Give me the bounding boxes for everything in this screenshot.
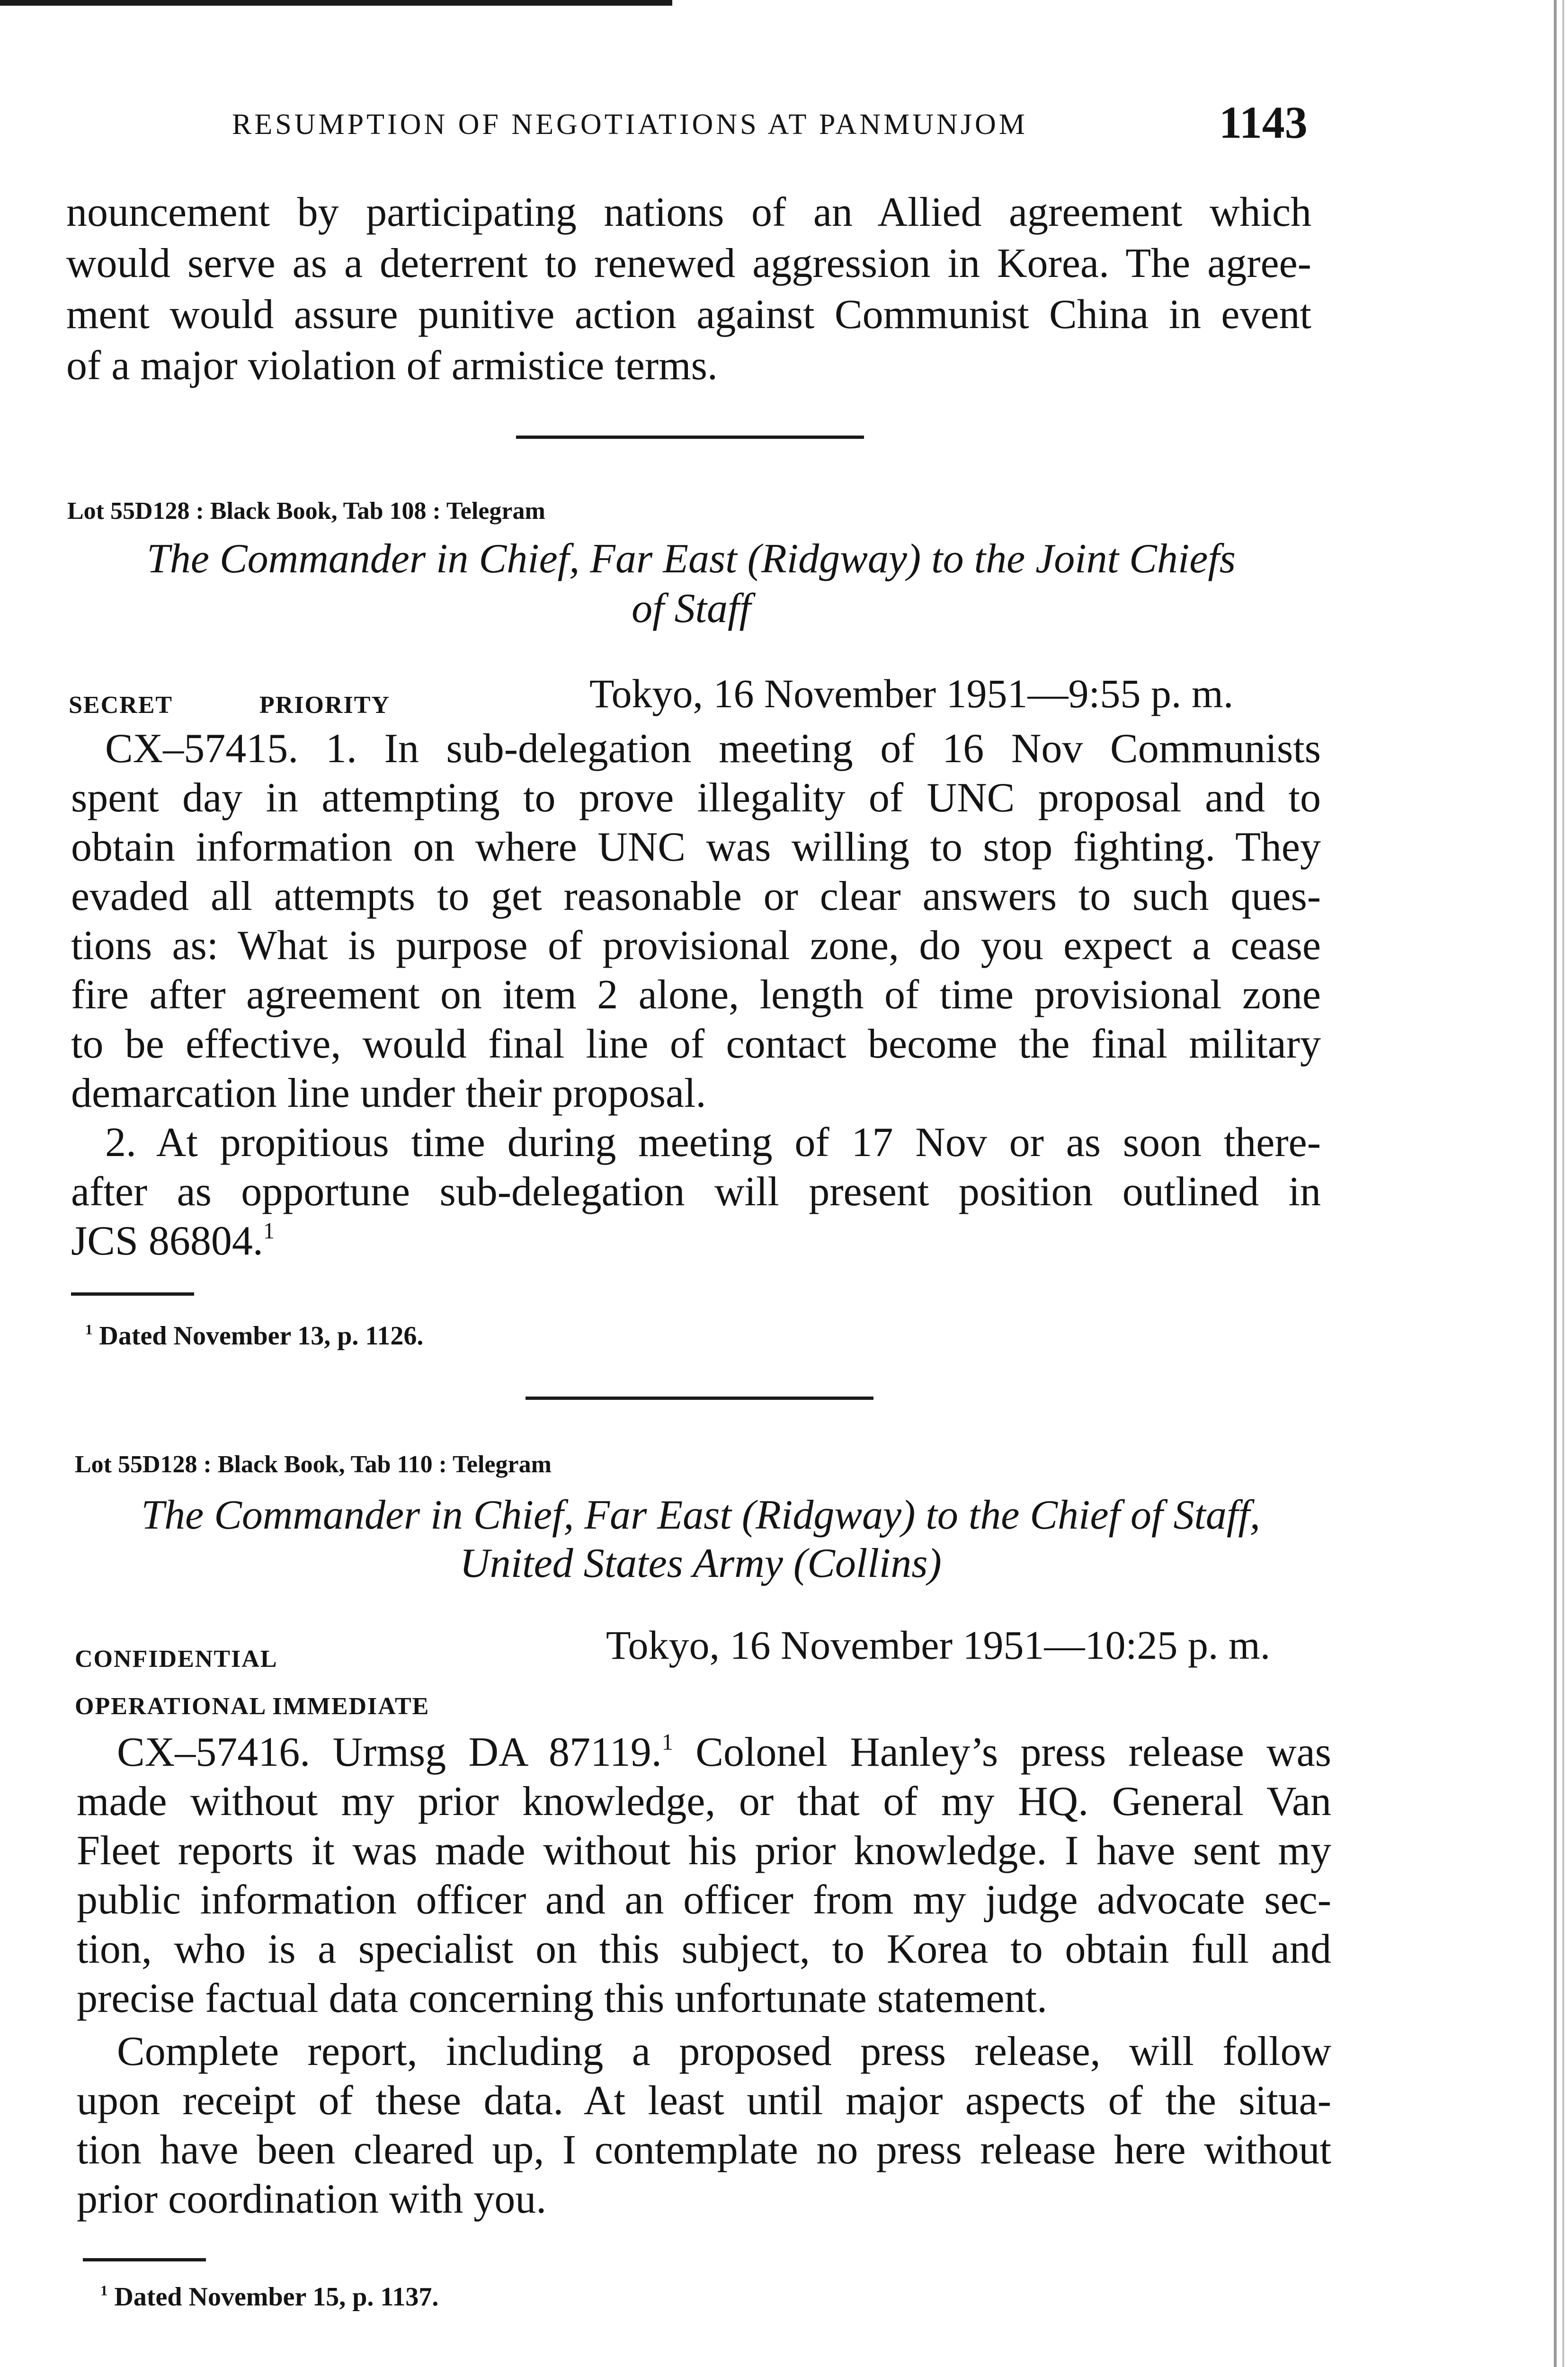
doc1-source-note: Lot 55D128 : Black Book, Tab 108 : Telegram <box>67 498 545 525</box>
running-head: RESUMPTION OF NEGOTIATIONS AT PANMUNJOM <box>232 108 1028 141</box>
doc1-classification: SECRET <box>69 692 173 719</box>
footnote-marker: 1 <box>661 1730 673 1755</box>
text-line: would serve as a deterrent to renewed aggression in Korea. The agree- <box>66 240 1311 286</box>
footnote-rule <box>71 1292 194 1296</box>
text-line: fire after agreement on item 2 alone, length of time provisional zone <box>71 972 1321 1018</box>
doc2-paragraph-2 <box>77 2027 1331 2224</box>
doc2-source-note: Lot 55D128 : Black Book, Tab 110 : Telegram <box>75 1451 552 1478</box>
text-line: 2. At propitious time during meeting of 17 Nov or as soon there- <box>105 1120 1321 1166</box>
section-divider <box>526 1397 873 1400</box>
text-line: to be effective, would final line of contact become the final military <box>71 1021 1321 1067</box>
footnote-text: Dated November 15, p. 1137. <box>114 2282 439 2312</box>
doc1-title-line2: of Staff <box>632 586 751 632</box>
text-line: after as opportune sub-delegation will present position outlined in <box>71 1169 1321 1215</box>
text-line: of a major violation of armistice terms. <box>66 343 718 389</box>
text-line: prior coordination with you. <box>77 2176 547 2222</box>
text-line: nouncement by participating nations of an Allied agreement which <box>66 189 1311 235</box>
page-edge-shadow <box>1554 0 1557 2367</box>
text-line: precise factual data concerning this unfortunate statement. <box>77 1975 1048 2021</box>
text-line: CX–57415. 1. In sub-delegation meeting of 16 Nov Communists <box>105 726 1321 772</box>
text-line: upon receipt of these data. At least until major aspects of the situa- <box>77 2078 1331 2124</box>
text-line <box>71 1217 1321 1266</box>
text-line: tion, who is a specialist on this subject, to Korea to obtain full and <box>77 1926 1331 1972</box>
text-line: tion have been cleared up, I contemplate no press release here without <box>77 2127 1331 2173</box>
text-line: Complete report, including a proposed press release, will follow <box>117 2029 1331 2074</box>
doc2-precedence: OPERATIONAL IMMEDIATE <box>75 1693 430 1720</box>
text-line: public information officer and an officer from my judge advocate sec- <box>77 1877 1331 1923</box>
page-edge-shadow-outer <box>1562 0 1564 2367</box>
footnote-text: Dated November 13, p. 1126. <box>99 1321 424 1351</box>
text-line: obtain information on where UNC was willing to stop fighting. They <box>71 824 1321 870</box>
message-reference: CX–57416. Urmsg DA 87119. <box>117 1729 662 1775</box>
page-number: 1143 <box>1219 97 1308 148</box>
doc2-paragraph-1 <box>77 1728 1331 2023</box>
doc2-footnote <box>100 2282 438 2312</box>
doc1-paragraph-1 <box>71 724 1321 1118</box>
text-line: spent day in attempting to prove illegality of UNC proposal and to <box>71 775 1321 821</box>
text-run: Colonel Hanley’s press release was <box>673 1729 1331 1775</box>
doc2-title-line2: United States Army (Collins) <box>460 1540 942 1586</box>
doc2-dateline: Tokyo, 16 November 1951—10:25 p. m. <box>606 1622 1271 1668</box>
intro-paragraph <box>66 187 1311 392</box>
doc2-title-line1: The Commander in Chief, Far East (Ridgway) to the Chief of Staff, <box>141 1492 1260 1538</box>
footnote-number: 1 <box>85 1321 93 1338</box>
text-line <box>77 1728 1331 1777</box>
text-line: tions as: What is purpose of provisional zone, do you expect a cease <box>71 923 1321 969</box>
doc1-title-line1: The Commander in Chief, Far East (Ridgway) to the Joint Chiefs <box>146 536 1236 582</box>
section-divider <box>516 436 864 439</box>
jcs-reference: JCS 86804. <box>71 1218 263 1264</box>
top-edge-rule <box>0 0 672 6</box>
text-line: demarcation line under their proposal. <box>71 1070 706 1116</box>
text-line: evaded all attempts to get reasonable or clear answers to such ques- <box>71 873 1321 919</box>
doc2-classification: CONFIDENTIAL <box>75 1646 278 1673</box>
text-line: ment would assure punitive action against Communist China in event <box>66 292 1311 338</box>
footnote-number: 1 <box>100 2282 108 2299</box>
footnote-marker: 1 <box>263 1219 275 1244</box>
doc1-priority: PRIORITY <box>259 692 391 719</box>
text-line: Fleet reports it was made without his prior knowledge. I have sent my <box>77 1828 1331 1874</box>
doc1-paragraph-2 <box>71 1118 1321 1266</box>
footnote-rule <box>83 2258 206 2261</box>
text-line: made without my prior knowledge, or that of my HQ. General Van <box>77 1779 1331 1824</box>
doc1-dateline: Tokyo, 16 November 1951—9:55 p. m. <box>589 671 1234 716</box>
doc1-footnote <box>85 1321 423 1351</box>
